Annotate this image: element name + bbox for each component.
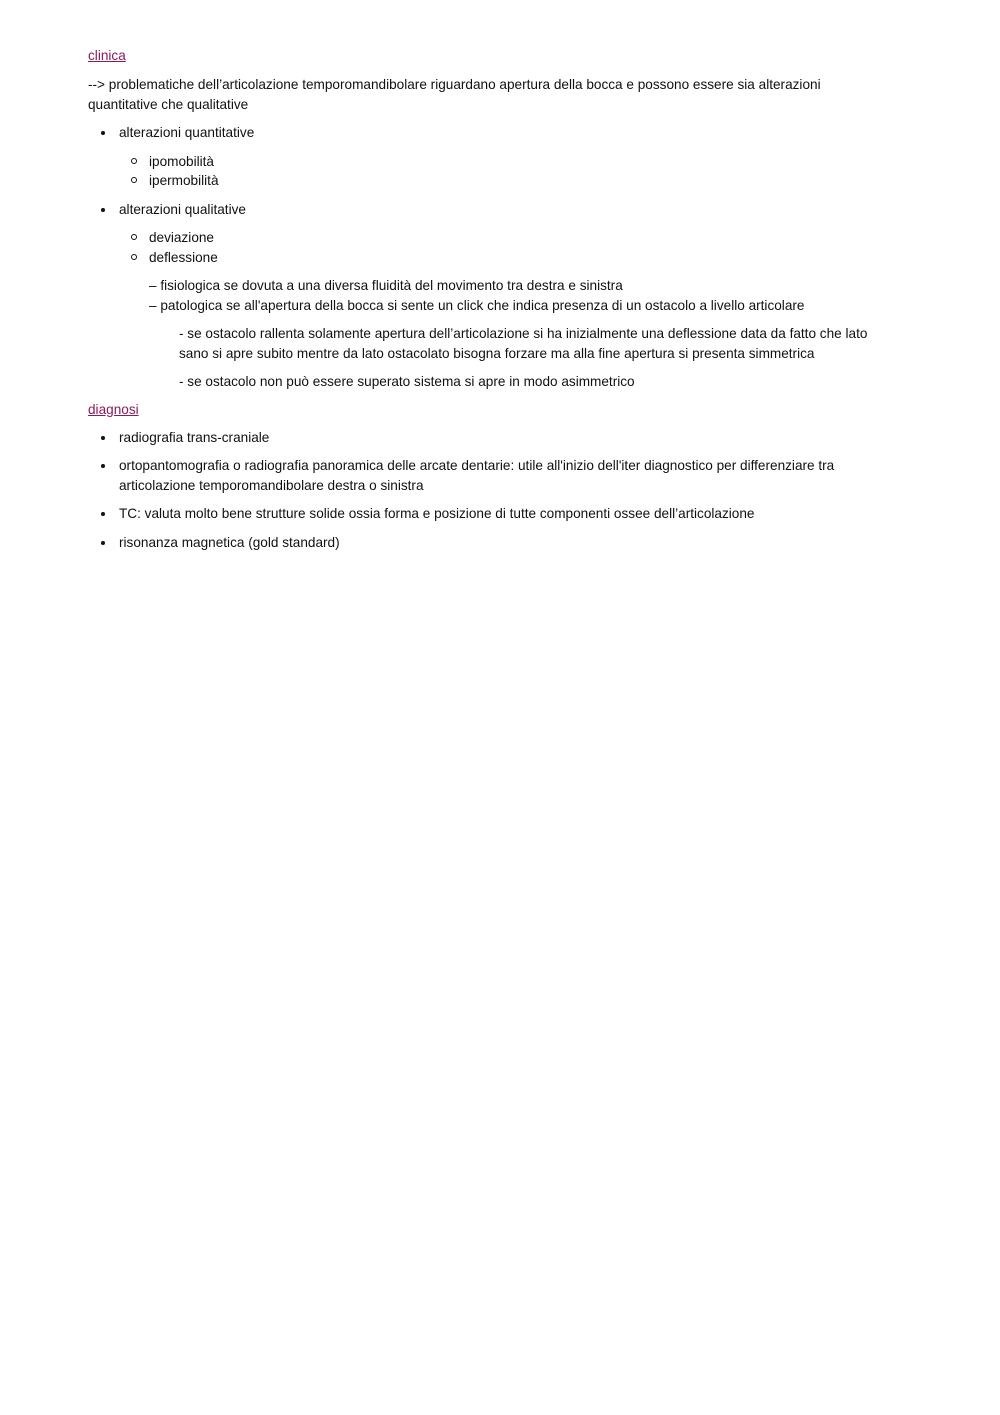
dash-item: – fisiologica se dovuta a una diversa fluidità del movimento tra destra e sinistra: [149, 278, 623, 293]
patologica-details: [179, 324, 879, 392]
list-item-text: risonanza magnetica (gold standard): [119, 534, 340, 550]
list-item-text: ortopantomografia o radiografia panoramica delle arcate dentarie: utile all'inizio dell'iter diagnostico per differenziare tra articolazione temporomandibolare destra o sinistra: [119, 458, 835, 493]
list-item-text: radiografia trans-craniale: [119, 429, 270, 445]
list-item: [88, 428, 888, 448]
deflessione-details: [149, 276, 888, 315]
dash-item: – patologica se all'apertura della bocca si sente un click che indica presenza di un ostacolo a livello articolare: [149, 297, 805, 313]
list-item-text: deviazione: [149, 230, 214, 245]
qualitative-label: alterazioni qualitative: [119, 201, 246, 217]
clinica-intro: --> problematiche dell’articolazione temporomandibolare riguardano apertura della bocca e possono essere sia alterazioni quantitative che qualitative: [88, 77, 821, 112]
list-item: [119, 152, 888, 172]
diagnosi-link[interactable]: diagnosi: [88, 401, 139, 417]
quantitative-sublist: [88, 152, 888, 191]
qualitative-list: [88, 200, 888, 220]
list-item: [119, 248, 888, 268]
list-item-quantitative: [88, 123, 888, 143]
bullet-icon: [101, 436, 105, 440]
sub-item: - se ostacolo rallenta solamente apertura dell’articolazione si ha inizialmente una deflessione data da fatto che lato sano si apre subito mentre da lato ostacolato bisogna forzare ma alla fine apertura si presenta simmetrica: [179, 326, 868, 361]
list-item-text: deflessione: [149, 249, 218, 265]
sub-item: - se ostacolo non può essere superato sistema si apre in modo asimmetrico: [179, 374, 635, 389]
diagnosi-list: [88, 428, 888, 553]
list-item: [88, 504, 888, 524]
list-item: [119, 171, 888, 191]
bullet-icon: [101, 464, 105, 468]
list-item: [88, 533, 888, 553]
circle-bullet-icon: [131, 158, 137, 164]
list-item-text: ipermobilità: [149, 173, 219, 188]
clinica-list: [88, 123, 888, 143]
list-item-qualitative: [88, 200, 888, 220]
bullet-icon: [101, 131, 105, 135]
quantitative-label: alterazioni quantitative: [119, 125, 255, 140]
list-item-text: ipomobilità: [149, 153, 214, 169]
list-item-text: TC: valuta molto bene strutture solide ossia forma e posizione di tutte componenti ossee dell’articolazione: [119, 506, 755, 521]
qualitative-sublist: [88, 228, 888, 267]
document-page: [88, 46, 888, 552]
circle-bullet-icon: [131, 254, 137, 260]
bullet-icon: [101, 208, 105, 212]
bullet-icon: [101, 512, 105, 516]
list-item: [119, 228, 888, 248]
bullet-icon: [101, 541, 105, 545]
clinica-link[interactable]: clinica: [88, 48, 126, 63]
circle-bullet-icon: [131, 177, 137, 183]
list-item: [88, 456, 888, 495]
circle-bullet-icon: [131, 234, 137, 240]
